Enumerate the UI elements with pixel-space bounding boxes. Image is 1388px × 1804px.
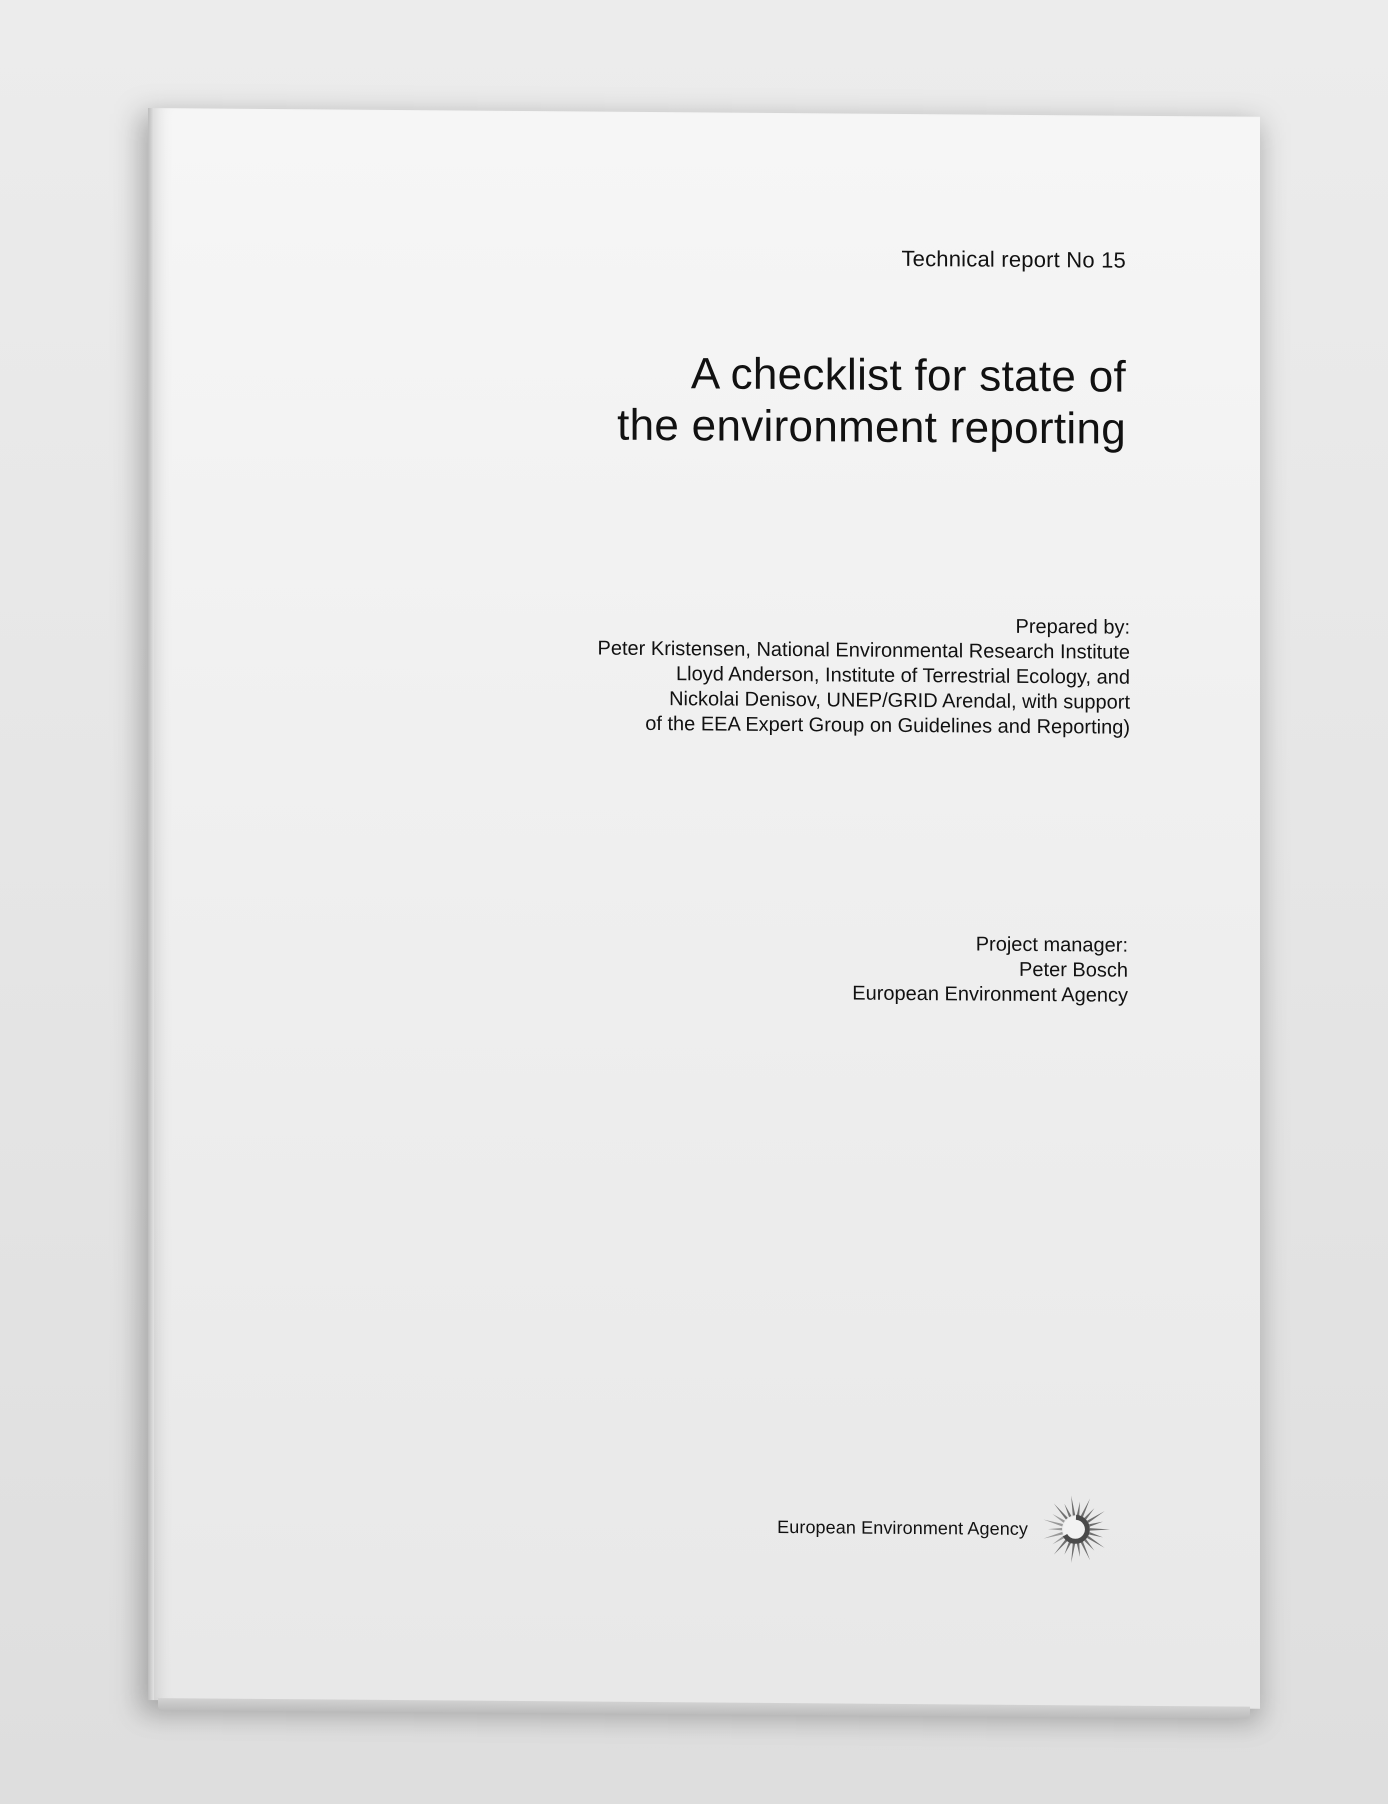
page-binding [148,108,154,1700]
logo-petal [1089,1522,1103,1527]
prepared-by-heading: Prepared by: [1015,615,1130,639]
logo-petal [1071,1543,1075,1563]
report-number: Technical report No 15 [901,245,1126,273]
logo-petal [1087,1536,1105,1548]
logo-petal [1043,1519,1063,1526]
logo-petal [1071,1496,1075,1516]
project-manager-organisation: European Environment Agency [852,982,1128,1007]
logo-petal [1089,1532,1103,1537]
prepared-by-line: Peter Kristensen, National Environmental Research Institute [597,637,1130,664]
prepared-by-block [598,612,1131,741]
prepared-by-line: of the EEA Expert Group on Guidelines and Reporting) [645,712,1130,739]
report-title [617,348,1126,456]
logo-petal [1054,1503,1068,1519]
report-title-line-1: A checklist for state of [690,349,1126,402]
logo-petal [1043,1532,1063,1539]
report-title-line-2: the environment reporting [617,400,1126,454]
agency-footer [777,1491,1112,1566]
logo-petal [1077,1502,1080,1516]
prepared-by-line: Lloyd Anderson, Institute of Terrestrial Ecology, and [676,663,1130,689]
report-cover-page [148,108,1260,1709]
eea-sunflower-logo-icon [1040,1493,1112,1566]
project-manager-block [852,932,1128,1009]
project-manager-name: Peter Bosch [1019,958,1128,982]
logo-petal [1064,1541,1071,1554]
logo-petal [1090,1528,1110,1531]
logo-petal [1054,1539,1068,1555]
logo-petal [1064,1504,1071,1517]
prepared-by-line: Nickolai Denisov, UNEP/GRID Arendal, with support [669,688,1130,714]
project-manager-heading: Project manager: [975,933,1128,957]
logo-petal [1077,1543,1080,1557]
agency-name: European Environment Agency [777,1516,1028,1539]
logo-petal [1048,1528,1062,1531]
